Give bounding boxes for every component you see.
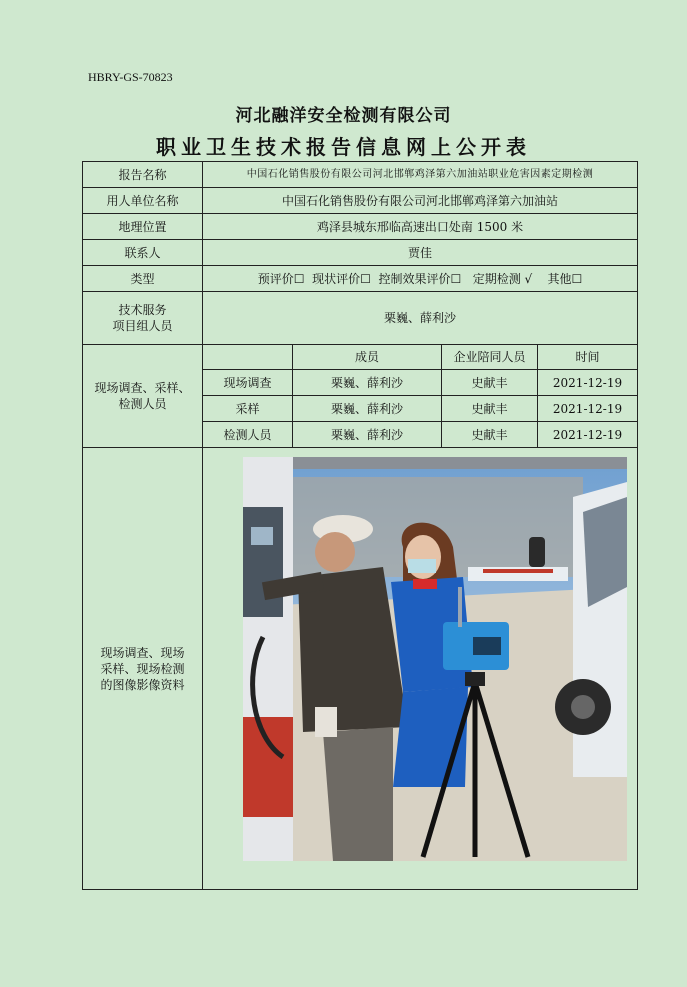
header-companion: 企业陪同人员 <box>442 345 538 370</box>
label-contact: 联系人 <box>83 240 203 266</box>
header-time: 时间 <box>538 345 638 370</box>
survey-type: 采样 <box>203 396 293 422</box>
label-location: 地理位置 <box>83 214 203 240</box>
row-type <box>83 266 638 292</box>
label-images-line3: 的图像影像资料 <box>100 677 185 692</box>
info-table <box>82 161 638 890</box>
survey-type: 现场调查 <box>203 370 293 396</box>
header-empty <box>203 345 293 370</box>
value-contact: 贾佳 <box>203 240 638 266</box>
survey-companion: 史献丰 <box>442 396 538 422</box>
row-report-name <box>83 162 638 188</box>
survey-companion: 史献丰 <box>442 370 538 396</box>
survey-time: 2021-12-19 <box>538 422 638 448</box>
survey-member: 栗巍、薛利沙 <box>293 422 442 448</box>
row-survey-header <box>83 345 638 370</box>
row-images <box>83 448 638 890</box>
label-survey-line1: 现场调查、采样、 <box>94 381 191 395</box>
survey-time: 2021-12-19 <box>538 396 638 422</box>
value-type: 预评价☐ 现状评价☐ 控制效果评价☐ 定期检测 √ 其他☐ <box>203 266 638 292</box>
survey-companion: 史献丰 <box>442 422 538 448</box>
survey-type: 检测人员 <box>203 422 293 448</box>
label-images-line2: 采样、现场检测 <box>100 661 185 676</box>
images-cell <box>203 448 638 890</box>
survey-member: 栗巍、薛利沙 <box>293 396 442 422</box>
label-survey-line2: 检测人员 <box>118 397 167 411</box>
row-location <box>83 214 638 240</box>
site-photo-illustration <box>243 457 627 861</box>
row-contact <box>83 240 638 266</box>
label-type: 类型 <box>83 266 203 292</box>
value-employer: 中国石化销售股份有限公司河北邯郸鸡泽第六加油站 <box>203 188 638 214</box>
label-team <box>83 292 203 345</box>
document-title: 职业卫生技术报告信息网上公开表 <box>156 135 531 159</box>
value-location: 鸡泽县城东邢临高速出口处南 1500 米 <box>203 214 638 240</box>
label-report-name: 报告名称 <box>83 162 203 188</box>
row-employer <box>83 188 638 214</box>
label-images-line1: 现场调查、现场 <box>100 645 185 660</box>
label-images <box>83 448 203 890</box>
survey-member: 栗巍、薛利沙 <box>293 370 442 396</box>
value-team: 栗巍、薛利沙 <box>203 292 638 345</box>
document-code: HBRY-GS-70823 <box>88 70 173 84</box>
value-report-name: 中国石化销售股份有限公司河北邯郸鸡泽第六加油站职业危害因素定期检测 <box>203 162 638 188</box>
company-name: 河北融洋安全检测有限公司 <box>235 106 452 126</box>
label-team-line2: 项目组人员 <box>112 319 173 333</box>
survey-time: 2021-12-19 <box>538 370 638 396</box>
label-survey <box>83 345 203 448</box>
header-member: 成员 <box>293 345 442 370</box>
row-team <box>83 292 638 345</box>
label-employer: 用人单位名称 <box>83 188 203 214</box>
site-photo <box>243 457 627 861</box>
label-team-line1: 技术服务 <box>118 303 167 317</box>
